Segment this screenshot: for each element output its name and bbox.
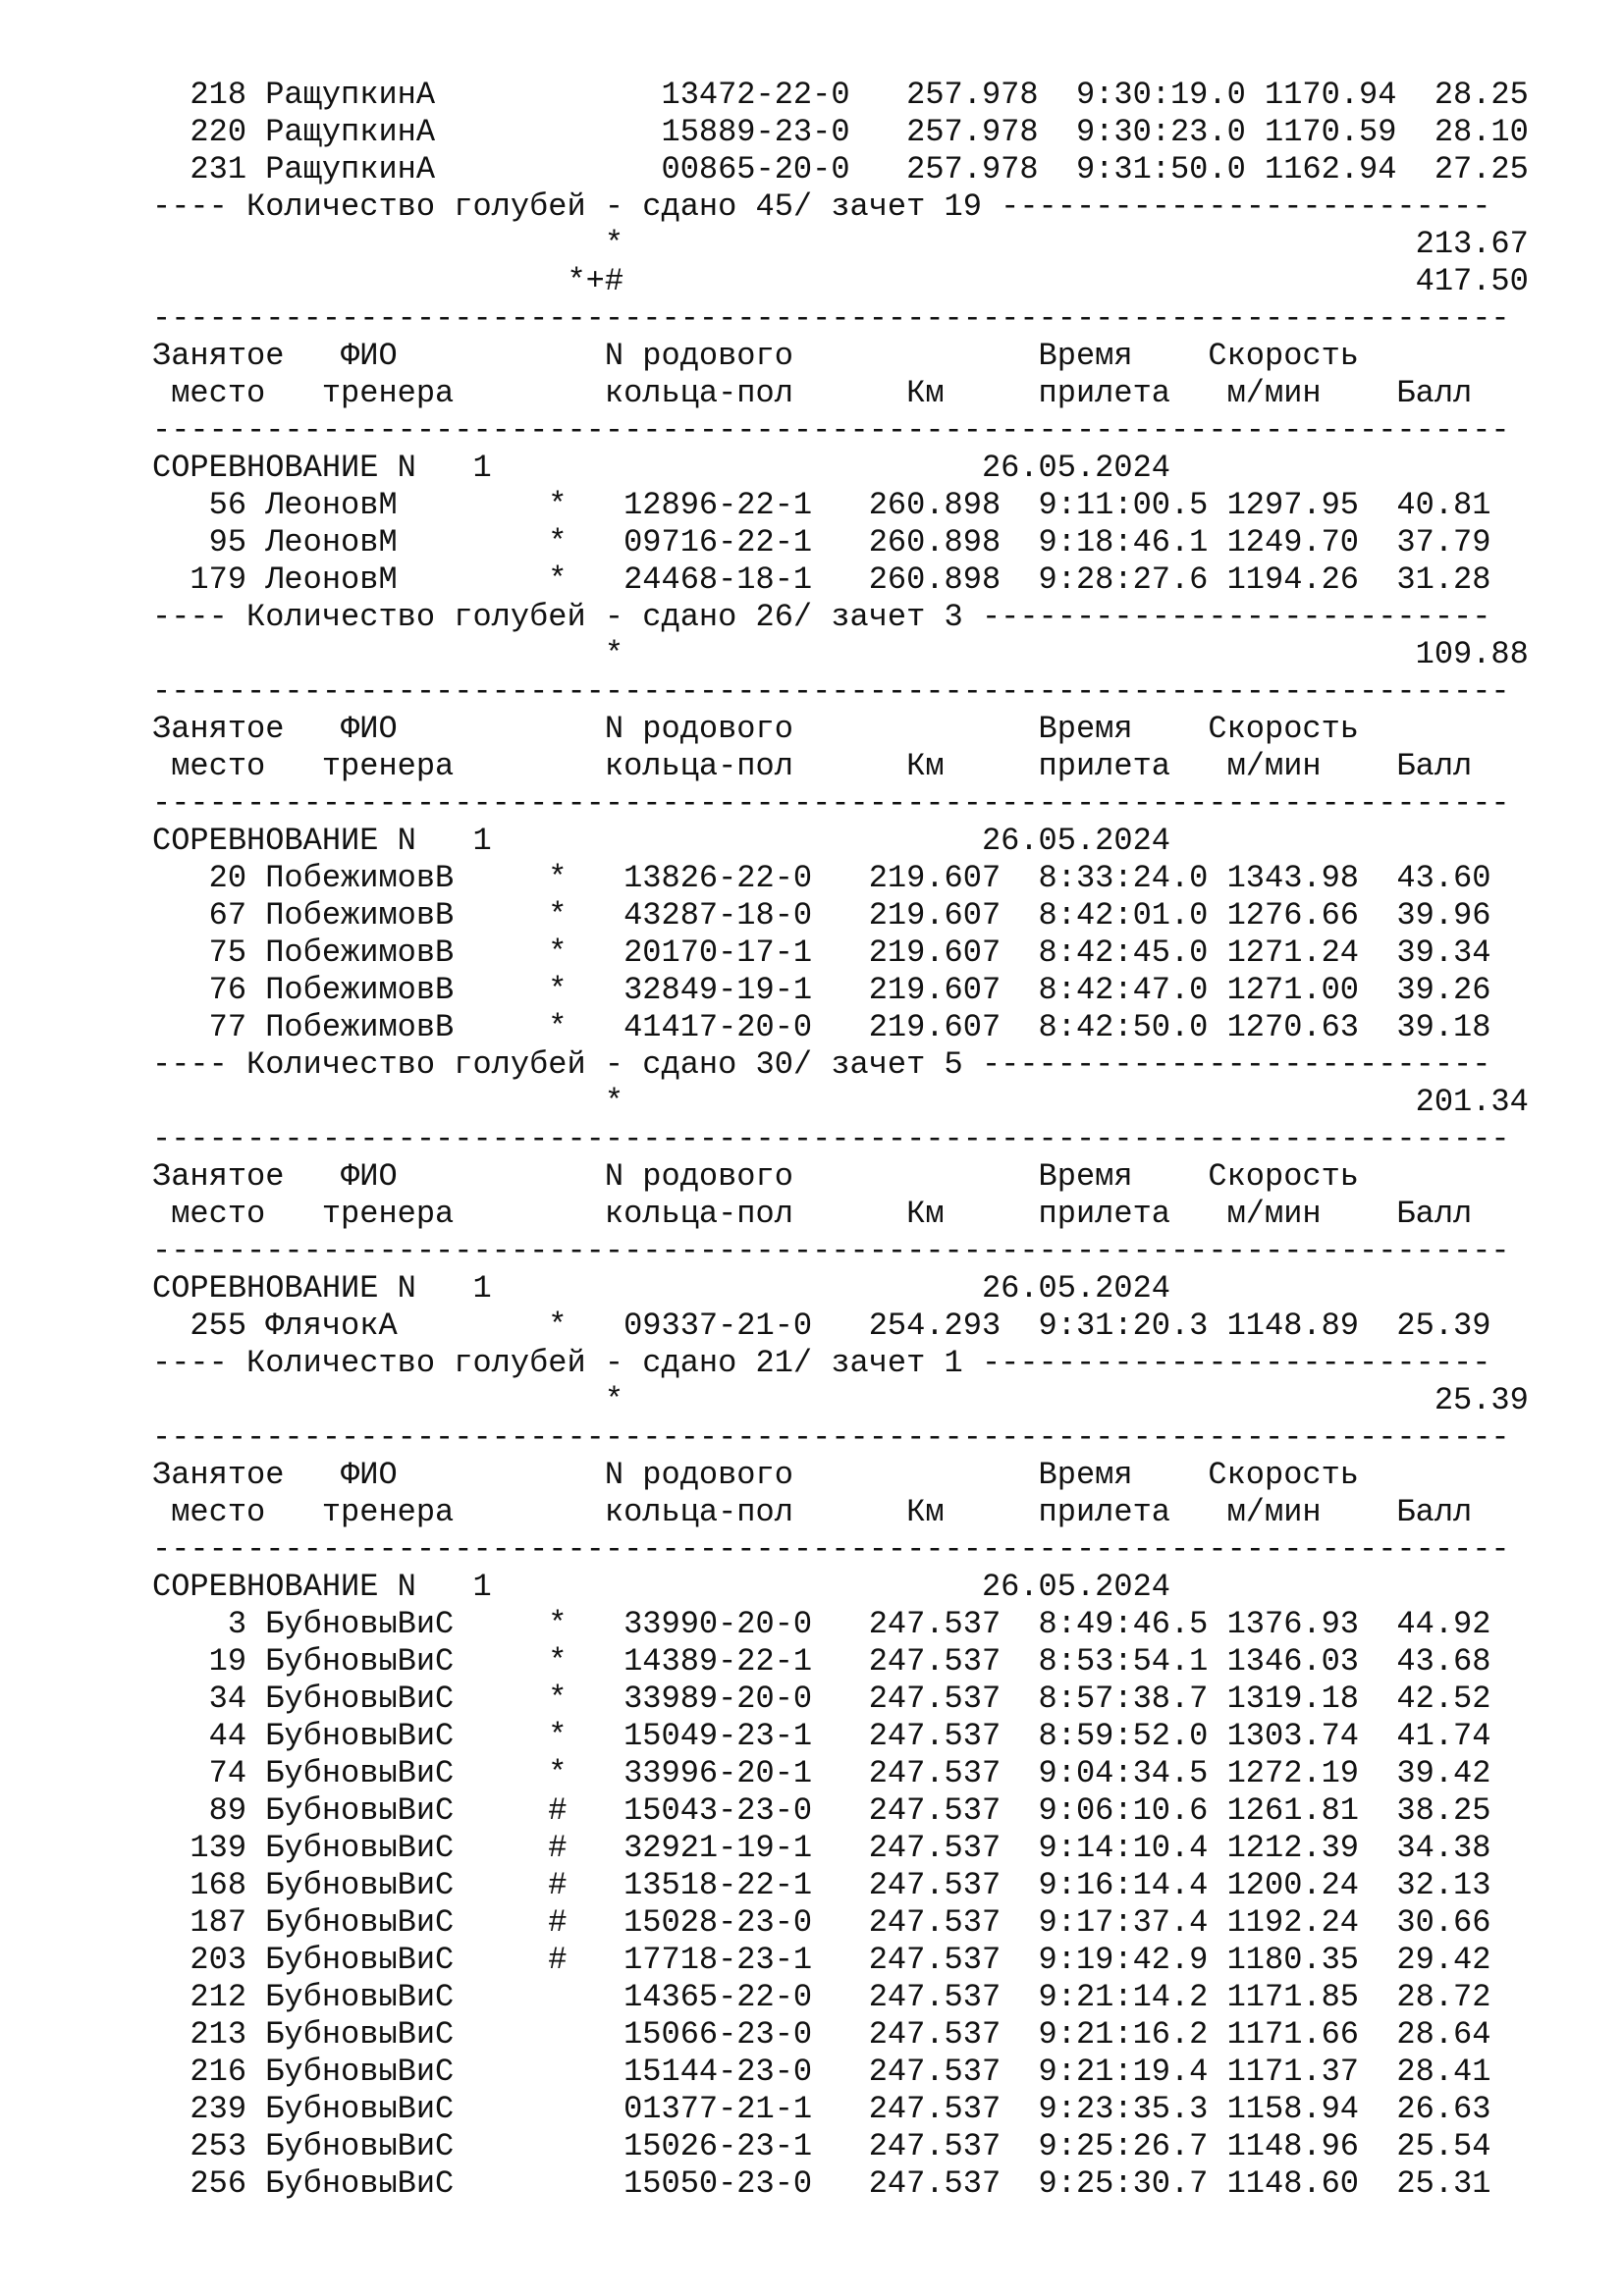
result-row: 77 ПобежимовВ * 41417-20-0 219.607 8:42:50.0 1270.63 39.18: [152, 1009, 1491, 1045]
result-row: 95 ЛеоновМ * 09716-22-1 260.898 9:18:46.1 1249.70 37.79: [152, 524, 1491, 561]
column-header-line: место тренера кольца-пол Км прилета м/мин Балл: [152, 1196, 1473, 1232]
result-row: 239 БубновыВиС 01377-21-1 247.537 9:23:35.3 1158.94 26.63: [152, 2091, 1491, 2127]
result-row: 212 БубновыВиС 14365-22-0 247.537 9:21:14.2 1171.85 28.72: [152, 1979, 1491, 2015]
result-row: 256 БубновыВиС 15050-23-0 247.537 9:25:30.7 1148.60 25.31: [152, 2165, 1491, 2202]
separator-line: ------------------------------------------------------------------------: [152, 1419, 1510, 1456]
column-header-line: Занятое ФИО N родового Время Скорость: [152, 1457, 1359, 1493]
summary-line: ---- Количество голубей - сдано 21/ зачет 1 ---------------------------: [152, 1345, 1491, 1381]
result-row: 253 БубновыВиС 15026-23-1 247.537 9:25:26.7 1148.96 25.54: [152, 2128, 1491, 2164]
points-total-line: * 25.39: [152, 1382, 1529, 1418]
points-total-line: *+# 417.50: [152, 263, 1529, 299]
competition-title-line: СОРЕВНОВАНИЕ N 1 26.05.2024: [152, 1569, 1170, 1605]
result-row: 255 ФлячокА * 09337-21-0 254.293 9:31:20.3 1148.89 25.39: [152, 1308, 1491, 1344]
result-row: 220 РащупкинА 15889-23-0 257.978 9:30:23.0 1170.59 28.10: [152, 114, 1529, 150]
summary-line: ---- Количество голубей - сдано 26/ зачет 3 ---------------------------: [152, 599, 1491, 635]
points-total-line: * 109.88: [152, 636, 1529, 672]
separator-line: ------------------------------------------------------------------------: [152, 673, 1510, 710]
result-row: 213 БубновыВиС 15066-23-0 247.537 9:21:16.2 1171.66 28.64: [152, 2016, 1491, 2053]
result-row: 76 ПобежимовВ * 32849-19-1 219.607 8:42:47.0 1271.00 39.26: [152, 972, 1491, 1008]
column-header-line: место тренера кольца-пол Км прилета м/мин Балл: [152, 1494, 1473, 1530]
summary-line: ---- Количество голубей - сдано 30/ зачет 5 ---------------------------: [152, 1046, 1491, 1083]
separator-line: ------------------------------------------------------------------------: [152, 1233, 1510, 1269]
separator-line: ------------------------------------------------------------------------: [152, 785, 1510, 822]
separator-line: ------------------------------------------------------------------------: [152, 1531, 1510, 1568]
result-row: 74 БубновыВиС * 33996-20-1 247.537 9:04:34.5 1272.19 39.42: [152, 1755, 1491, 1791]
result-row: 34 БубновыВиС * 33989-20-0 247.537 8:57:38.7 1319.18 42.52: [152, 1681, 1491, 1717]
result-row: 75 ПобежимовВ * 20170-17-1 219.607 8:42:45.0 1271.24 39.34: [152, 934, 1491, 971]
competition-title-line: СОРЕВНОВАНИЕ N 1 26.05.2024: [152, 450, 1170, 486]
result-row: 179 ЛеоновМ * 24468-18-1 260.898 9:28:27.6 1194.26 31.28: [152, 561, 1491, 598]
column-header-line: Занятое ФИО N родового Время Скорость: [152, 338, 1359, 374]
column-header-line: Занятое ФИО N родового Время Скорость: [152, 1158, 1359, 1195]
column-header-line: Занятое ФИО N родового Время Скорость: [152, 711, 1359, 747]
result-row: 20 ПобежимовВ * 13826-22-0 219.607 8:33:24.0 1343.98 43.60: [152, 860, 1491, 896]
competition-title-line: СОРЕВНОВАНИЕ N 1 26.05.2024: [152, 1270, 1170, 1307]
results-report: [152, 77, 1529, 2203]
separator-line: ------------------------------------------------------------------------: [152, 300, 1510, 337]
separator-line: ------------------------------------------------------------------------: [152, 1121, 1510, 1157]
result-row: 89 БубновыВиС # 15043-23-0 247.537 9:06:10.6 1261.81 38.25: [152, 1792, 1491, 1829]
result-row: 203 БубновыВиС # 17718-23-1 247.537 9:19:42.9 1180.35 29.42: [152, 1942, 1491, 1978]
result-row: 67 ПобежимовВ * 43287-18-0 219.607 8:42:01.0 1276.66 39.96: [152, 897, 1491, 934]
result-row: 216 БубновыВиС 15144-23-0 247.537 9:21:19.4 1171.37 28.41: [152, 2054, 1491, 2090]
column-header-line: место тренера кольца-пол Км прилета м/мин Балл: [152, 748, 1473, 784]
separator-line: ------------------------------------------------------------------------: [152, 412, 1510, 449]
result-row: 3 БубновыВиС * 33990-20-0 247.537 8:49:46.5 1376.93 44.92: [152, 1606, 1491, 1642]
points-total-line: * 213.67: [152, 226, 1529, 262]
result-row: 218 РащупкинА 13472-22-0 257.978 9:30:19.0 1170.94 28.25: [152, 77, 1529, 113]
points-total-line: * 201.34: [152, 1084, 1529, 1120]
result-row: 56 ЛеоновМ * 12896-22-1 260.898 9:11:00.5 1297.95 40.81: [152, 487, 1491, 523]
result-row: 139 БубновыВиС # 32921-19-1 247.537 9:14:10.4 1212.39 34.38: [152, 1830, 1491, 1866]
summary-line: ---- Количество голубей - сдано 45/ зачет 19 --------------------------: [152, 188, 1491, 225]
result-row: 44 БубновыВиС * 15049-23-1 247.537 8:59:52.0 1303.74 41.74: [152, 1718, 1491, 1754]
result-row: 19 БубновыВиС * 14389-22-1 247.537 8:53:54.1 1346.03 43.68: [152, 1643, 1491, 1680]
column-header-line: место тренера кольца-пол Км прилета м/мин Балл: [152, 375, 1473, 411]
result-row: 168 БубновыВиС # 13518-22-1 247.537 9:16:14.4 1200.24 32.13: [152, 1867, 1491, 1903]
result-row: 231 РащупкинА 00865-20-0 257.978 9:31:50.0 1162.94 27.25: [152, 151, 1529, 187]
competition-title-line: СОРЕВНОВАНИЕ N 1 26.05.2024: [152, 823, 1170, 859]
result-row: 187 БубновыВиС # 15028-23-0 247.537 9:17:37.4 1192.24 30.66: [152, 1904, 1491, 1941]
